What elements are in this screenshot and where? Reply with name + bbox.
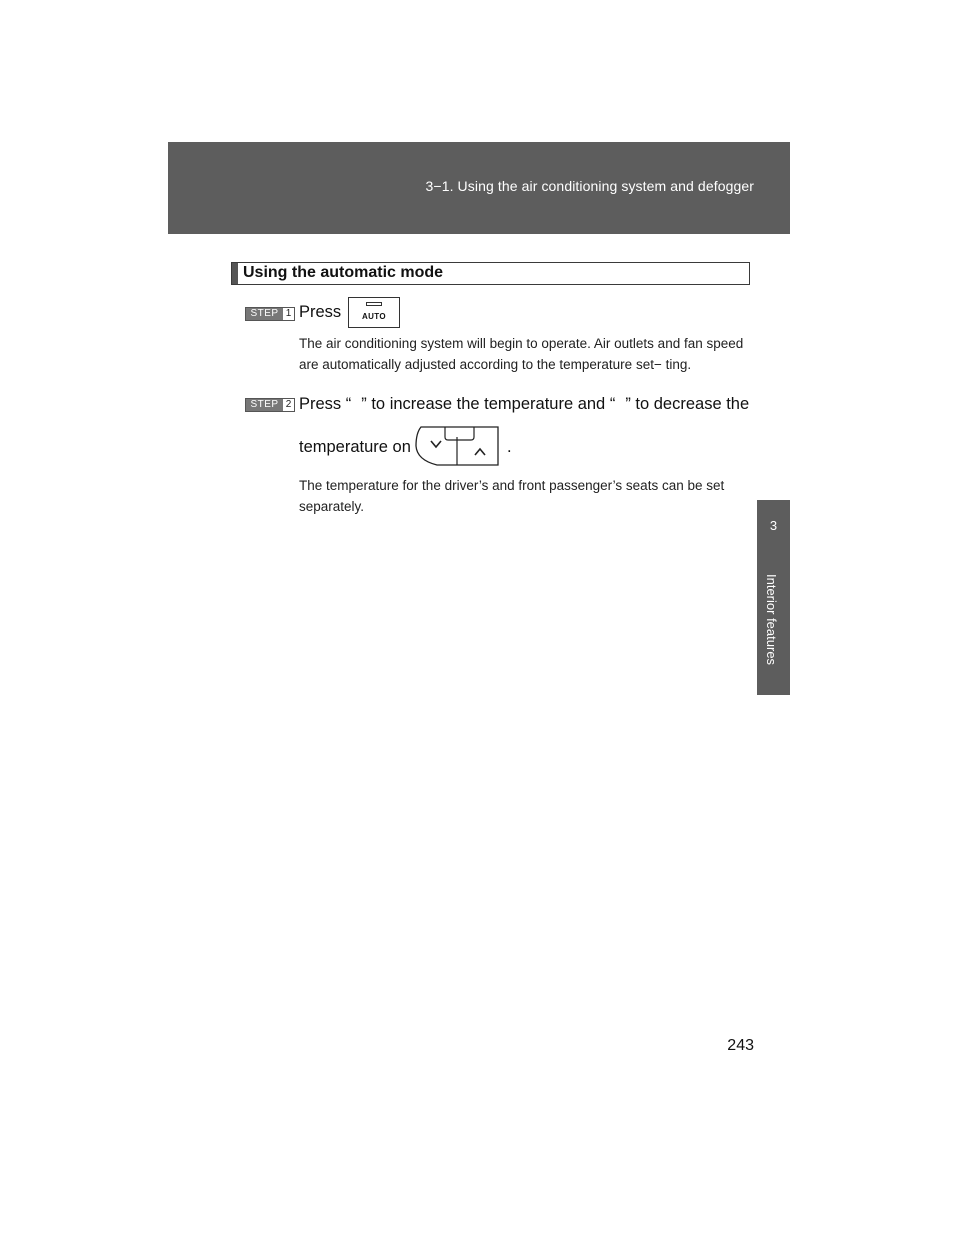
step-1-description: The air conditioning system will begin to operate. Air outlets and fan speed are automatically adjusted according to the temperature set− ting.	[299, 336, 744, 372]
chapter-side-tab[interactable]	[757, 500, 790, 695]
temperature-rocker-switch-icon	[411, 424, 501, 473]
down-arrow-icon-slot	[615, 399, 625, 411]
step-1-badge	[245, 307, 295, 321]
step-1-title: Press	[299, 303, 342, 321]
step-2-badge	[245, 398, 295, 412]
step-badge-number: 2	[285, 399, 292, 410]
step-2-title-part2: ” to increase the temperature and “	[361, 395, 616, 413]
step-badge-word: STEP	[246, 399, 283, 411]
step-2-title-part1: Press “	[299, 395, 352, 413]
section-heading-title: Using the automatic mode	[243, 264, 444, 281]
chapter-tab-label: Interior features	[764, 574, 779, 666]
chapter-section-title: 3−1. Using the air conditioning system and defogger	[425, 178, 754, 194]
step-2-title-line1	[299, 395, 749, 414]
step-2-title-end: .	[507, 438, 512, 456]
heading-accent-bar	[232, 263, 238, 284]
auto-indicator-light	[366, 302, 382, 306]
auto-button-label: AUTO	[361, 312, 387, 321]
step-2-title-line2: temperature on	[299, 438, 411, 456]
section-heading	[231, 262, 750, 285]
step-badge-word: STEP	[246, 308, 283, 320]
auto-button-icon	[348, 297, 400, 328]
step-2-description: The temperature for the driver’s and front passenger’s seats can be set separately.	[299, 478, 725, 514]
up-arrow-icon-slot	[351, 399, 361, 411]
step-2-title-part3: ” to decrease the	[625, 395, 750, 413]
chapter-tab-number: 3	[769, 518, 778, 533]
page-number: 243	[727, 1037, 754, 1054]
chapter-header-bar	[168, 142, 790, 234]
step-badge-number: 1	[285, 308, 292, 319]
